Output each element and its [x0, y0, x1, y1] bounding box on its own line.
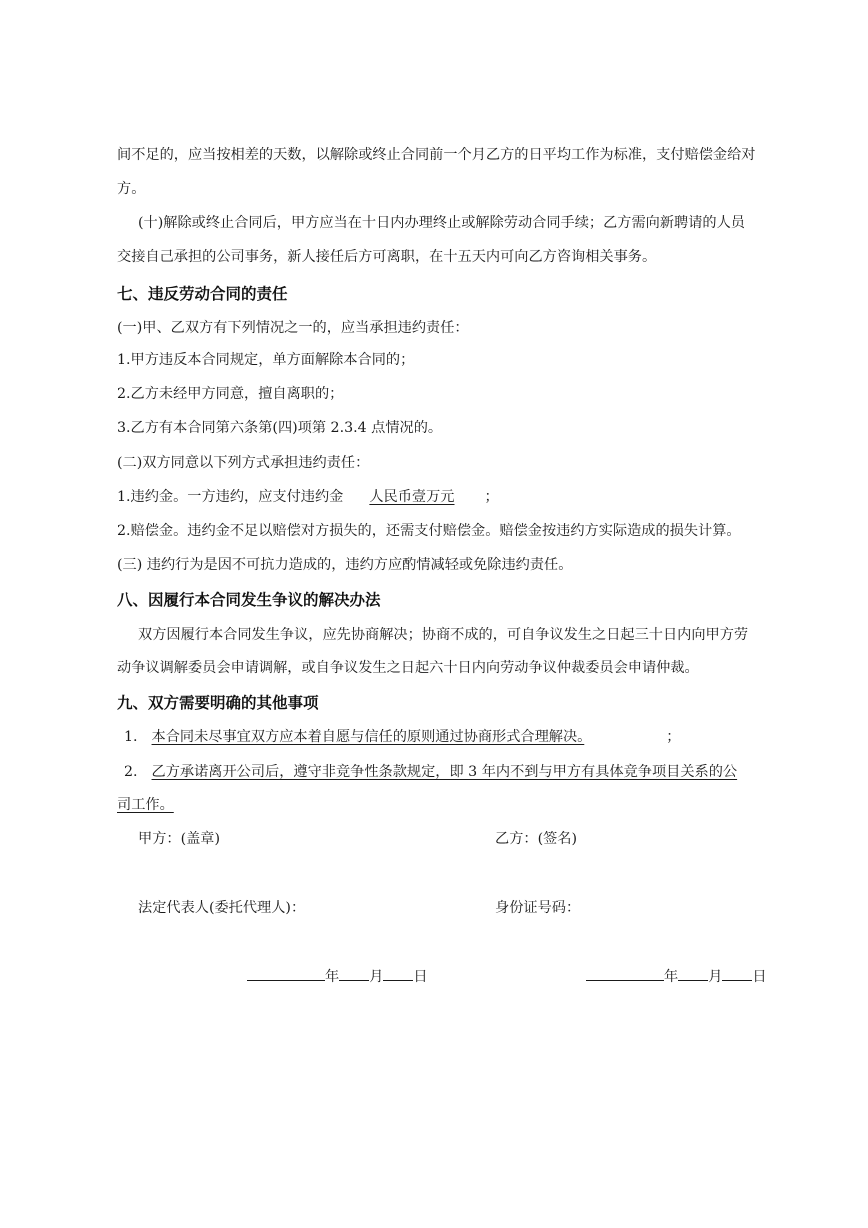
item-text: 乙方承诺离开公司后，遵守非竞争性条款规定，即 3 年内不到与甲方有具体竞争项目关系的公 [151, 764, 738, 780]
day-label: 日 [752, 969, 767, 985]
paragraph-line: 方。 [117, 181, 146, 197]
item-end: ； [666, 729, 681, 745]
penalty-amount: 人民币壹万元 [369, 489, 455, 505]
month-label: 月 [369, 969, 384, 985]
list-item [124, 762, 737, 782]
id-number-label: 身份证号码： [495, 900, 581, 916]
month-label: 月 [708, 969, 723, 985]
section-heading-8: 八、因履行本合同发生争议的解决办法 [117, 591, 381, 609]
day-label: 日 [413, 969, 428, 985]
party-b-label: 乙方：(签名) [495, 831, 578, 847]
day-blank[interactable] [722, 964, 752, 981]
list-item-continuation [117, 795, 174, 815]
item-number: 2. [124, 764, 138, 780]
month-blank[interactable] [339, 964, 369, 981]
paragraph-line: 间不足的，应当按相差的天数，以解除或终止合同前一个月乙方的日平均工作为标准，支付赔偿金给对 [117, 147, 756, 163]
penalty-prefix: 1.违约金。一方违约，应支付违约金 [117, 489, 344, 505]
item-number: 1. [124, 729, 138, 745]
year-label: 年 [325, 969, 340, 985]
paragraph-line: 双方因履行本合同发生争议，应先协商解决；协商不成的，可自争议发生之日起三十日内向甲方劳 [138, 627, 749, 643]
year-label: 年 [664, 969, 679, 985]
item-text: 司工作。 [117, 797, 174, 813]
legal-rep-label: 法定代表人(委托代理人)： [138, 900, 306, 916]
item-text: 本合同未尽事宜双方应本着自愿与信任的原则通过协商形式合理解决。 [151, 729, 585, 745]
clause-line: (二)双方同意以下列方式承担违约责任： [117, 455, 370, 471]
month-blank[interactable] [678, 964, 708, 981]
paragraph-line: (十)解除或终止合同后，甲方应当在十日内办理终止或解除劳动合同手续；乙方需向新聘请的人员 [138, 215, 745, 231]
list-item [124, 727, 680, 747]
date-line-party-b [586, 964, 767, 987]
list-item: 1.甲方违反本合同规定，单方面解除本合同的； [117, 352, 415, 368]
list-item: 3.乙方有本合同第六条第(四)项第 2.3.4 点情况的。 [117, 420, 443, 436]
section-heading-7: 七、违反劳动合同的责任 [117, 285, 288, 303]
day-blank[interactable] [383, 964, 413, 981]
paragraph-line: 交接自己承担的公司事务，新人接任后方可离职，在十五天内可向乙方咨询相关事务。 [117, 249, 657, 265]
penalty-suffix: ； [484, 489, 499, 505]
date-line-party-a [247, 964, 428, 987]
paragraph-line: 动争议调解委员会申请调解，或自争议发生之日起六十日内向劳动争议仲裁委员会申请仲裁。 [117, 660, 699, 676]
year-blank[interactable] [586, 964, 664, 981]
party-a-label: 甲方：(盖章) [138, 831, 221, 847]
section-heading-9: 九、双方需要明确的其他事项 [117, 694, 319, 712]
list-item-penalty [117, 487, 499, 507]
list-item: 2.乙方未经甲方同意，擅自离职的； [117, 386, 344, 402]
clause-line: (一)甲、乙双方有下列情况之一的，应当承担违约责任： [117, 320, 469, 336]
year-blank[interactable] [247, 964, 325, 981]
clause-line: (三) 违约行为是因不可抗力造成的，违约方应酌情减轻或免除违约责任。 [117, 557, 573, 573]
list-item: 2.赔偿金。违约金不足以赔偿对方损失的，还需支付赔偿金。赔偿金按违约方实际造成的损失计算。 [117, 523, 741, 539]
